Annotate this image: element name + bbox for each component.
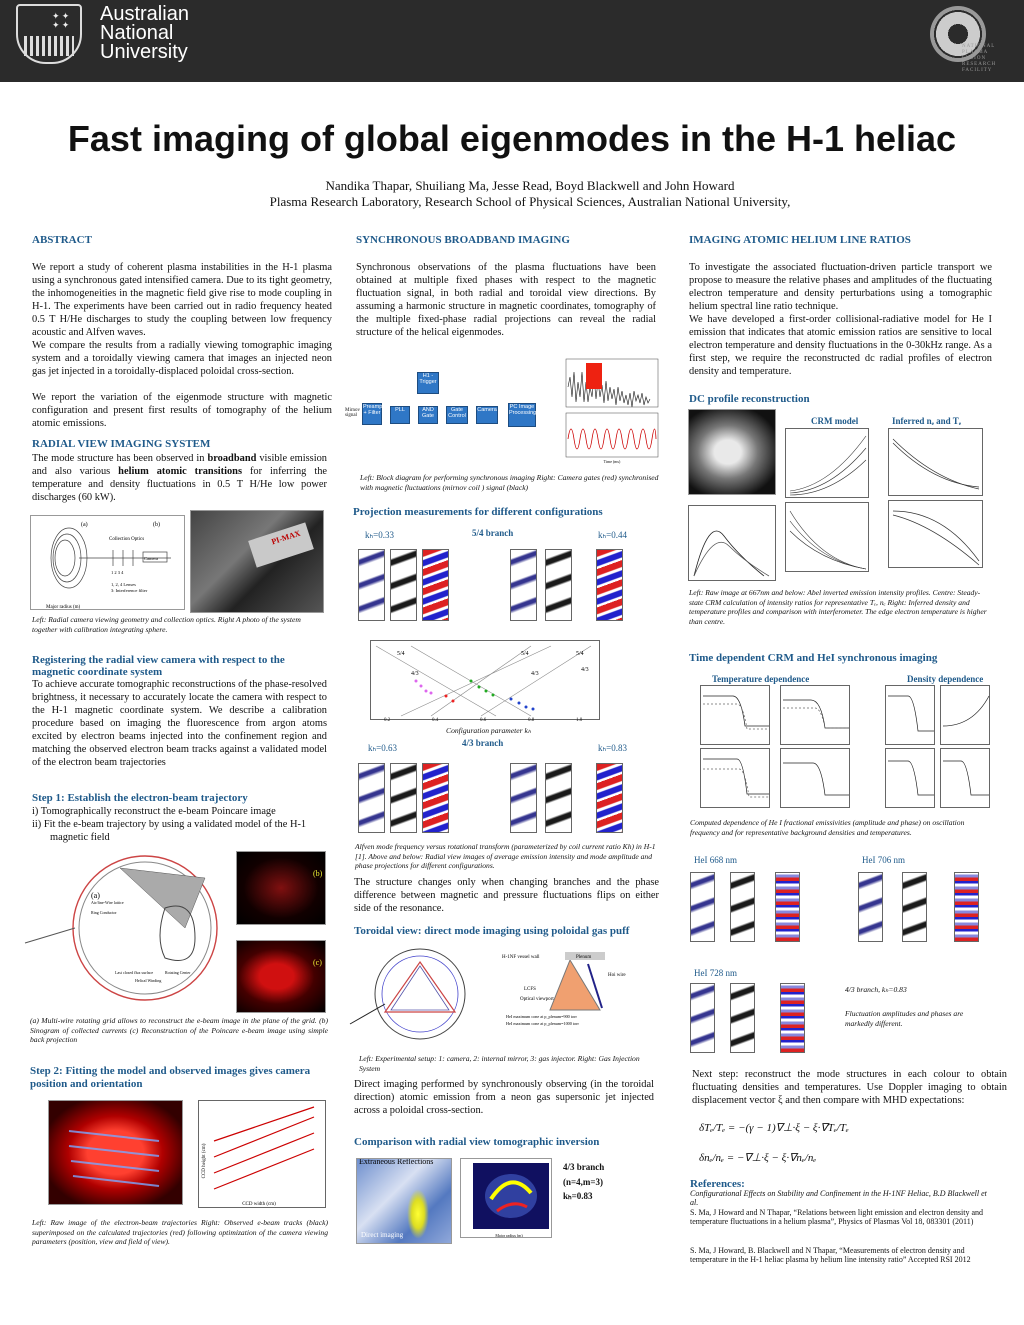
sinogram-image (236, 851, 326, 925)
label-kh-063: kₕ=0.63 (368, 743, 397, 753)
fig2-label-ring: Ring Conductor (91, 910, 117, 915)
inferred-temperature-plot (888, 428, 983, 496)
crm-bottom-svg (786, 503, 870, 573)
abstract-para-1: We report a study of coherent plasma instabilities in the H-1 plasma using a synchronous gated intensified camera. Due to its tight geometry, the inhomogeneities in the magnetic field give rise to mode coupling in H-1. The experiments have been carried out in radio frequency heated 0.5 T H/He discharges to study the coupling between low frequency acoustic and Alfven waves. (32, 262, 333, 338)
step2-heading: Step 2: Fitting the model and observed images gives camera position and orientation (30, 1065, 311, 1090)
block-diagram (345, 370, 555, 460)
crm-ratio-plot-bottom (785, 502, 869, 572)
crm-ratio-plot-top (785, 428, 869, 498)
gate-signal-svg (556, 357, 660, 465)
block-caption: Left: Block diagram for performing synchronous imaging Right: Camera gates (red) synchronised with magnetic fluctuations (mirnov coil ) signal (black) (360, 473, 659, 492)
raw-image-667nm (688, 409, 776, 495)
fig2-label-coil: Last closed flux surface (115, 970, 154, 975)
radial-bold-broadband: broadband (207, 453, 257, 464)
tick: 0.8 (528, 718, 535, 723)
dens-amp-plot-2 (940, 685, 990, 745)
fluctuation-note: Fluctuation amplitudes and phases are markedly different. (845, 1009, 964, 1028)
dc-profile-heading: DC profile reconstruction (689, 393, 810, 405)
label-branch-54: 5/4 branch (472, 528, 514, 538)
comparison-label-1: 4/3 branch (563, 1162, 605, 1172)
rotating-grid-figure (15, 848, 235, 1013)
crm-top-svg (786, 429, 870, 499)
toroidal-heading: Toroidal view: direct mode imaging using poloidal gas puff (354, 925, 630, 937)
fig1-xlabel: Major radius (m) (46, 605, 81, 610)
fig2-label-a: (a) (91, 891, 100, 900)
time-crm-heading: Time dependent CRM and HeI synchronous imaging (689, 652, 938, 664)
panel-phase-083 (596, 763, 623, 833)
dens-amp-svg-2 (941, 686, 991, 746)
abstract-para-2: We compare the results from a radially viewing tomographic imaging system and a toroidally viewing camera that images an injected neon gas jet injected in a toroidally-displaced poloidal cross-section. (32, 340, 332, 377)
ratio-label: 5/4 (397, 651, 405, 657)
poster-title: Fast imaging of global eigenmodes in the H-1 heliac (67, 118, 957, 159)
fig1-label-b: (b) (153, 522, 160, 528)
tick: 1.0 (576, 718, 583, 723)
logo-text-line: FACILITY (962, 68, 993, 73)
register-text: To achieve accurate tomographic reconstructions of the phase-resolved brightness, it necessary to accurately locate the camera with respect to the H-1 magnetic coordinate system. We describe a calibration procedure based on imaging the fluorescence from argon atoms excited by electron beams injected into the confinement region and matching the observed electron beam tracks against a validated model of the electron beam trajectories (32, 679, 327, 768)
logo-text-line: RESEARCH (962, 62, 997, 67)
alfven-caption: Alfven mode frequency versus rotational transform (parameterized by coil current ratio Kh) in H-1 [1]. Above and below: Radial view images of average emission intensity and mode amplitude and phase projections for different configurations. (355, 842, 656, 870)
ebeam-fit-plot (198, 1100, 326, 1208)
crm-model-label: CRM model (811, 416, 859, 426)
label-cone2: HeI maximum cone at p_plenum=1000 torr (506, 1021, 579, 1026)
dens-amp-plot-1 (885, 685, 935, 745)
inferred-density-plot (888, 500, 983, 568)
camera-photo (190, 510, 324, 613)
block-and-gate: AND Gate (418, 406, 438, 424)
panel-phase-063 (422, 763, 449, 833)
label-viewport: Optical viewport (520, 997, 554, 1002)
fig2-caption: (a) Multi-wire rotating grid allows to reconstruct the e-beam image in the plane of the grid. (b) Sinogram of collected currents (c) Reconstruction of the Poincare e-beam image using simple back projection (30, 1016, 328, 1044)
structure-text: The structure changes only when changing branches and the phase difference between magnetic and pressure fluctuations flips on either side of the resonance. (354, 877, 659, 914)
dens-phase-svg-1 (886, 749, 936, 809)
label-cone1: HeI maximum cone at p_plenum=900 torr (506, 1014, 577, 1019)
label-branch-43: 4/3 branch (462, 738, 504, 748)
anu-crest-logo (16, 4, 82, 64)
fig1-label-a: (a) (81, 522, 88, 528)
sync-text: Synchronous observations of the plasma fluctuations have been obtained at multiple fixed phases with respect to the magnetic fluctuation signal, in both radial and toroidal view directions. By assuming a harmonic structure in magnetic coordinates, tomography of the multiple fixed-phase radial projections can reveal the radial structure of the helical eigenmodes. (356, 262, 656, 338)
fig1-label-lenses: 1, 2, 4 Lenses (111, 582, 136, 587)
comparison-label-3: kₕ=0.83 (563, 1191, 593, 1201)
temp-amp-plot-2 (780, 685, 850, 745)
radial-heading: RADIAL VIEW IMAGING SYSTEM (32, 438, 211, 450)
plasma-facility-text (962, 44, 1012, 74)
panel-amplitude-033 (390, 549, 417, 621)
radial-text-a: The mode structure has been observed in (32, 453, 208, 464)
toroidal-setup-svg (345, 944, 485, 1044)
ebeam-raw-image (48, 1100, 183, 1205)
panel-706-amplitude (902, 872, 927, 942)
fig1-label-optics: Collection Optics (109, 537, 145, 542)
temp-amp-svg-2 (781, 686, 851, 746)
ratio-label: 4/3 (411, 671, 419, 677)
panel-amplitude-083 (545, 763, 572, 833)
block-gate-control: Gate Control (446, 406, 468, 424)
logo-text-line: FUSION (962, 56, 987, 61)
references-heading: References: (690, 1178, 745, 1190)
university-line-3: University (100, 41, 188, 63)
fig3-caption: Left: Raw image of the electron-beam trajectories Right: Observed e-beam tracks (black) superimposed on the calculated trajectories (red) following optimization of the camera viewing parameters (position, view and field of view). (32, 1218, 328, 1246)
panel-phase-044 (596, 549, 623, 621)
camera-body-shape (248, 522, 314, 567)
tomographic-inversion-figure (460, 1158, 552, 1238)
radial-bold-helium: helium atomic transitions (118, 466, 243, 477)
block-camera: Camera (476, 406, 498, 424)
ebeam-tracks-svg (49, 1101, 183, 1205)
panel-728-phase (780, 983, 805, 1053)
dens-amp-svg-1 (886, 686, 936, 746)
block-trigger: H1 - Trigger (417, 372, 439, 394)
block-preamp: Preamp + Filter (362, 403, 382, 425)
panel-intensity-063 (358, 763, 385, 833)
abstract-para-3: We report the variation of the eigenmode structure with magnetic configuration and present first results of tomography of the helium atomic emissions. (32, 392, 332, 429)
tick: 0.2 (384, 718, 391, 723)
temp-phase-svg-2 (781, 749, 851, 809)
hei-706-label: HeI 706 nm (862, 855, 905, 865)
panel-intensity-044 (510, 549, 537, 621)
ratio-label: 5/4 (576, 651, 584, 657)
step1-item-ii: ii) Fit the e-beam trajectory by using a validated model of the H-1 (32, 819, 307, 830)
rotating-grid-svg (15, 848, 235, 1013)
extraneous-label: Extraneous Reflections (359, 1158, 434, 1166)
gas-injection-figure (500, 950, 660, 1046)
dens-phase-svg-2 (941, 749, 991, 809)
panel-728-amplitude (730, 983, 755, 1053)
mirnov-input-label: Mirnov signal (345, 408, 360, 418)
fig1-label-filter: 3: Interference filter (111, 588, 148, 593)
direct-imaging-figure (356, 1158, 452, 1244)
next-step-text: Next step: reconstruct the mode structures in each colour to obtain fluctuating densities and temperatures. Use Doppler imaging to obtain displacement vector ξ and then compare with MHD expectations: (692, 1069, 1007, 1106)
inversion-svg (461, 1159, 552, 1238)
viewing-geometry-figure (30, 515, 185, 610)
radial-text-c: visible emission and also various (32, 453, 327, 477)
label-kh-083: kₕ=0.83 (598, 743, 627, 753)
southern-cross-icon: ✦ ✦ ✦ ✦ (52, 11, 70, 30)
block-pc: PC Image Processing (508, 403, 536, 427)
reference-2: S. Ma, J Howard and N Thapar, “Relations between light emission and electron density and temperature fluctuations in a helium plasma”, Physics of Plasmas Vol 18, 083301 (2011) (690, 1208, 984, 1227)
temp-phase-svg-1 (701, 749, 771, 809)
equation-density: δnₑ/nₑ = −∇⊥·ξ − ξ·∇nₑ/nₑ (699, 1152, 817, 1164)
inferred-label: Inferred nₑ and Tₑ (892, 416, 962, 426)
panel-intensity-033 (358, 549, 385, 621)
poincare-reconstruction-image (236, 940, 326, 1013)
fig3-xlabel: CCD width (cm) (242, 1202, 276, 1207)
step1-item-ii-cont: magnetic field (50, 832, 110, 843)
panel-phase-033 (422, 549, 449, 621)
register-heading: Registering the radial view camera with respect to the magnetic coordinate system (32, 654, 285, 678)
university-name (100, 5, 189, 62)
ratio-label: 5/4 (521, 651, 529, 657)
panel-amplitude-044 (545, 549, 572, 621)
gate-xlabel: Time (ms) (603, 459, 621, 464)
affiliation: Plasma Research Laboratory, Research School of Physical Sciences, Australian National University, (269, 194, 791, 209)
tick: 0.4 (432, 718, 439, 723)
fig2-label-helical: Helical Winding (135, 978, 162, 983)
viewing-geometry-svg (31, 516, 185, 610)
reference-1: Configurational Effects on Stability and Confinement in the H-1NF Heliac, B.D Blackwell et al. (690, 1189, 987, 1208)
fig2-label-grid: Air/fine-Wire lattice (91, 900, 124, 905)
helium-para-2: We have developed a first-order collisional-radiative model for He I emission that indicates that atomic emission ratios are sensitive to local electron temperature and density fluctuations in the 0-30kHz range. As a first step, we require the reconstructed dc radial profiles of electron density and temperature. (689, 314, 992, 377)
logo-text-line: NATIONAL (962, 44, 996, 49)
crest-bars (24, 36, 74, 56)
dc-caption: Left: Raw image at 667nm and below: Abel inverted emission intensity profiles. Centre: Steady-state CRM calculation of intensity ratios for representative Tₑ, nₑ Right: Inferred density and temperature profiles and comparison with interferometer. The edge electron temperature is higher than centre. (689, 588, 987, 626)
fig3-ylabel: CCD height (cm) (202, 1143, 207, 1179)
abel-profile-plot (688, 505, 776, 581)
abstract-heading: ABSTRACT (32, 234, 92, 246)
hei-728-label: HeI 728 nm (694, 968, 737, 978)
radial-text (32, 452, 327, 504)
label-plenum: Plenum (576, 955, 592, 960)
label-kh-044: kₕ=0.44 (598, 530, 627, 540)
helium-para-1: To investigate the associated fluctuation-driven particle transport we propose to measure the relative phases and amplitudes of the fluctuating electron temperature and density perturbations using a tomographic helium spectral line ratio technique. (689, 262, 992, 312)
radial-text-d: for inferring the temperature and density fluctuations in 0.5 T H/He low power discharges (60 kW). (32, 466, 328, 503)
panel-668-phase (775, 872, 800, 942)
step1-heading: Step 1: Establish the electron-beam trajectory (32, 792, 248, 804)
comparison-heading: Comparison with radial view tomographic inversion (354, 1136, 600, 1148)
config-plot-svg (371, 641, 601, 721)
density-dependence-label: Density dependence (907, 674, 984, 684)
config-parameter-plot (370, 640, 600, 720)
dens-phase-plot-1 (885, 748, 935, 808)
inferred-temp-svg (889, 429, 984, 497)
label-vessel-wall: H-1NF vessel wall (502, 955, 540, 960)
label-hoi-wire: Hoi wire (608, 973, 626, 978)
temp-phase-plot-1 (700, 748, 770, 808)
camera-brand: PI-MAX (270, 528, 302, 547)
fig1-label-camera: Camera (144, 556, 158, 561)
inferred-dens-svg (889, 501, 984, 569)
label-lcfs: LCFS (524, 987, 536, 992)
toroidal-setup-figure (345, 944, 485, 1044)
authors: Nandika Thapar, Shuiliang Ma, Jesse Read, Boyd Blackwell and John Howard (325, 178, 735, 193)
direct-imaging-text: Direct imaging performed by synchronously observing (in the toroidal direction) atomic emission from a neon gas supersonic jet injected across a poloidal cross-section. (354, 1079, 654, 1116)
jet-shape (407, 1189, 429, 1239)
inversion-xlabel: Major radius (m) (495, 1233, 523, 1238)
fig2-label-b: (b) (313, 869, 323, 878)
step1-item-i: i) Tomographically reconstruct the e-beam Poincare image (32, 806, 276, 817)
direct-imaging-label: Direct imaging (361, 1231, 404, 1239)
reference-3: S. Ma, J Howard, B. Blackwell and N Thapar, “Measurements of electron density and temperature in the H-1 heliac plasma by helium line intensity ratio” Accepted RSI 2012 (690, 1246, 971, 1265)
label-kh-033: kₕ=0.33 (365, 530, 394, 540)
helium-heading: IMAGING ATOMIC HELIUM LINE RATIOS (689, 234, 911, 246)
university-line-1: Australian (100, 3, 189, 25)
panel-728-intensity (690, 983, 715, 1053)
sync-heading: SYNCHRONOUS BROADBAND IMAGING (356, 234, 570, 246)
panel-intensity-083 (510, 763, 537, 833)
config-xlabel: Configuration parameter kₕ (446, 726, 531, 735)
tick: 0.6 (480, 718, 487, 723)
ratio-label: 4/3 (531, 671, 539, 677)
ratio-label: 4/3 (581, 667, 589, 673)
panel-668-amplitude (730, 872, 755, 942)
hei-668-label: HeI 668 nm (694, 855, 737, 865)
comparison-label-2: (n=4,m=3) (563, 1177, 604, 1187)
fig1-caption: Left: Radial camera viewing geometry and collection optics. Right A photo of the system together with calibration integrating sphere. (32, 615, 301, 634)
equation-temperature: δTₑ/Tₑ = −(γ − 1)∇⊥·ξ − ξ·∇Tₑ/Tₑ (699, 1122, 849, 1134)
block-pll: PLL (390, 406, 410, 424)
panel-668-intensity (690, 872, 715, 942)
header-bar (0, 0, 1024, 82)
dens-phase-plot-2 (940, 748, 990, 808)
gas-injection-svg (500, 950, 660, 1046)
university-line-2: National (100, 22, 174, 44)
time-caption: Computed dependence of He I fractional emissivities (amplitude and phase) on oscillation frequency and for representative background densities and temperatures. (690, 818, 965, 837)
panel-706-phase (954, 872, 979, 942)
temp-dependence-label: Temperature dependence (712, 674, 810, 684)
temp-phase-plot-2 (780, 748, 850, 808)
temp-amp-plot-1 (700, 685, 770, 745)
toroidal-caption: Left: Experimental setup: 1: camera, 2: internal mirror, 3: gas injector. Right: Gas Injection System (359, 1054, 640, 1073)
abel-profile-svg (689, 506, 777, 582)
logo-text-line: PLASMA (962, 50, 989, 55)
ebeam-fit-svg (199, 1101, 327, 1209)
panel-amplitude-063 (390, 763, 417, 833)
branch-note: 4/3 branch, kₕ=0.83 (845, 985, 907, 994)
fig1-label-nums: 1 2 3 4 (111, 570, 124, 575)
fig2-label-center: Rotating Center (165, 970, 191, 975)
projection-heading: Projection measurements for different configurations (353, 506, 603, 518)
temp-amp-svg-1 (701, 686, 771, 746)
gate-signal-plot (556, 357, 660, 465)
fig2-label-c: (c) (313, 958, 322, 967)
panel-706-intensity (858, 872, 883, 942)
